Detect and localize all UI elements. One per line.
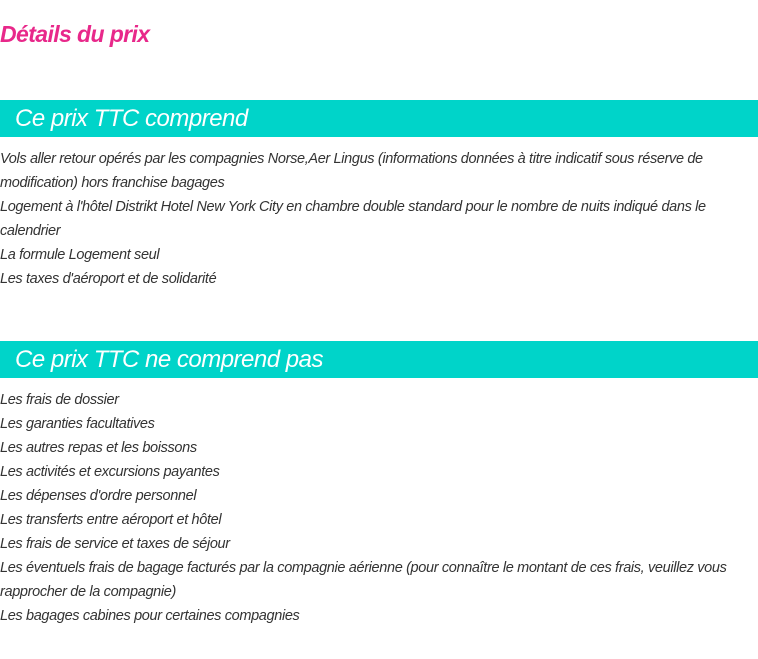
list-item: Les frais de dossier [0, 392, 119, 408]
included-items-list [0, 147, 750, 291]
list-item: Les activités et excursions payantes [0, 464, 220, 480]
list-item: Les garanties facultatives [0, 416, 155, 432]
list-item: Les frais de service et taxes de séjour [0, 536, 230, 552]
excluded-section-heading: Ce prix TTC ne comprend pas [15, 346, 323, 373]
list-item: La formule Logement seul [0, 247, 160, 263]
list-item: Les bagages cabines pour certaines compagnies [0, 608, 300, 624]
excluded-section-header [0, 341, 758, 378]
list-item: Les éventuels frais de bagage facturés par la compagnie aérienne (pour connaître le montant de ces frais, veuillez vous rapprocher de la compagnie) [0, 560, 727, 600]
list-item: Les transferts entre aéroport et hôtel [0, 512, 222, 528]
list-item: Logement à l'hôtel Distrikt Hotel New York City en chambre double standard pour le nombre de nuits indiqué dans le calendrier [0, 199, 706, 239]
list-item: Les dépenses d'ordre personnel [0, 488, 197, 504]
included-section-header [0, 100, 758, 137]
excluded-items-list [0, 388, 750, 628]
included-section-heading: Ce prix TTC comprend [15, 105, 248, 132]
list-item: Les autres repas et les boissons [0, 440, 197, 456]
list-item: Les taxes d'aéroport et de solidarité [0, 271, 217, 287]
list-item: Vols aller retour opérés par les compagnies Norse,Aer Lingus (informations données à titre indicatif sous réserve de modification) hors franchise bagages [0, 151, 703, 191]
page-title: Détails du prix [0, 21, 150, 47]
